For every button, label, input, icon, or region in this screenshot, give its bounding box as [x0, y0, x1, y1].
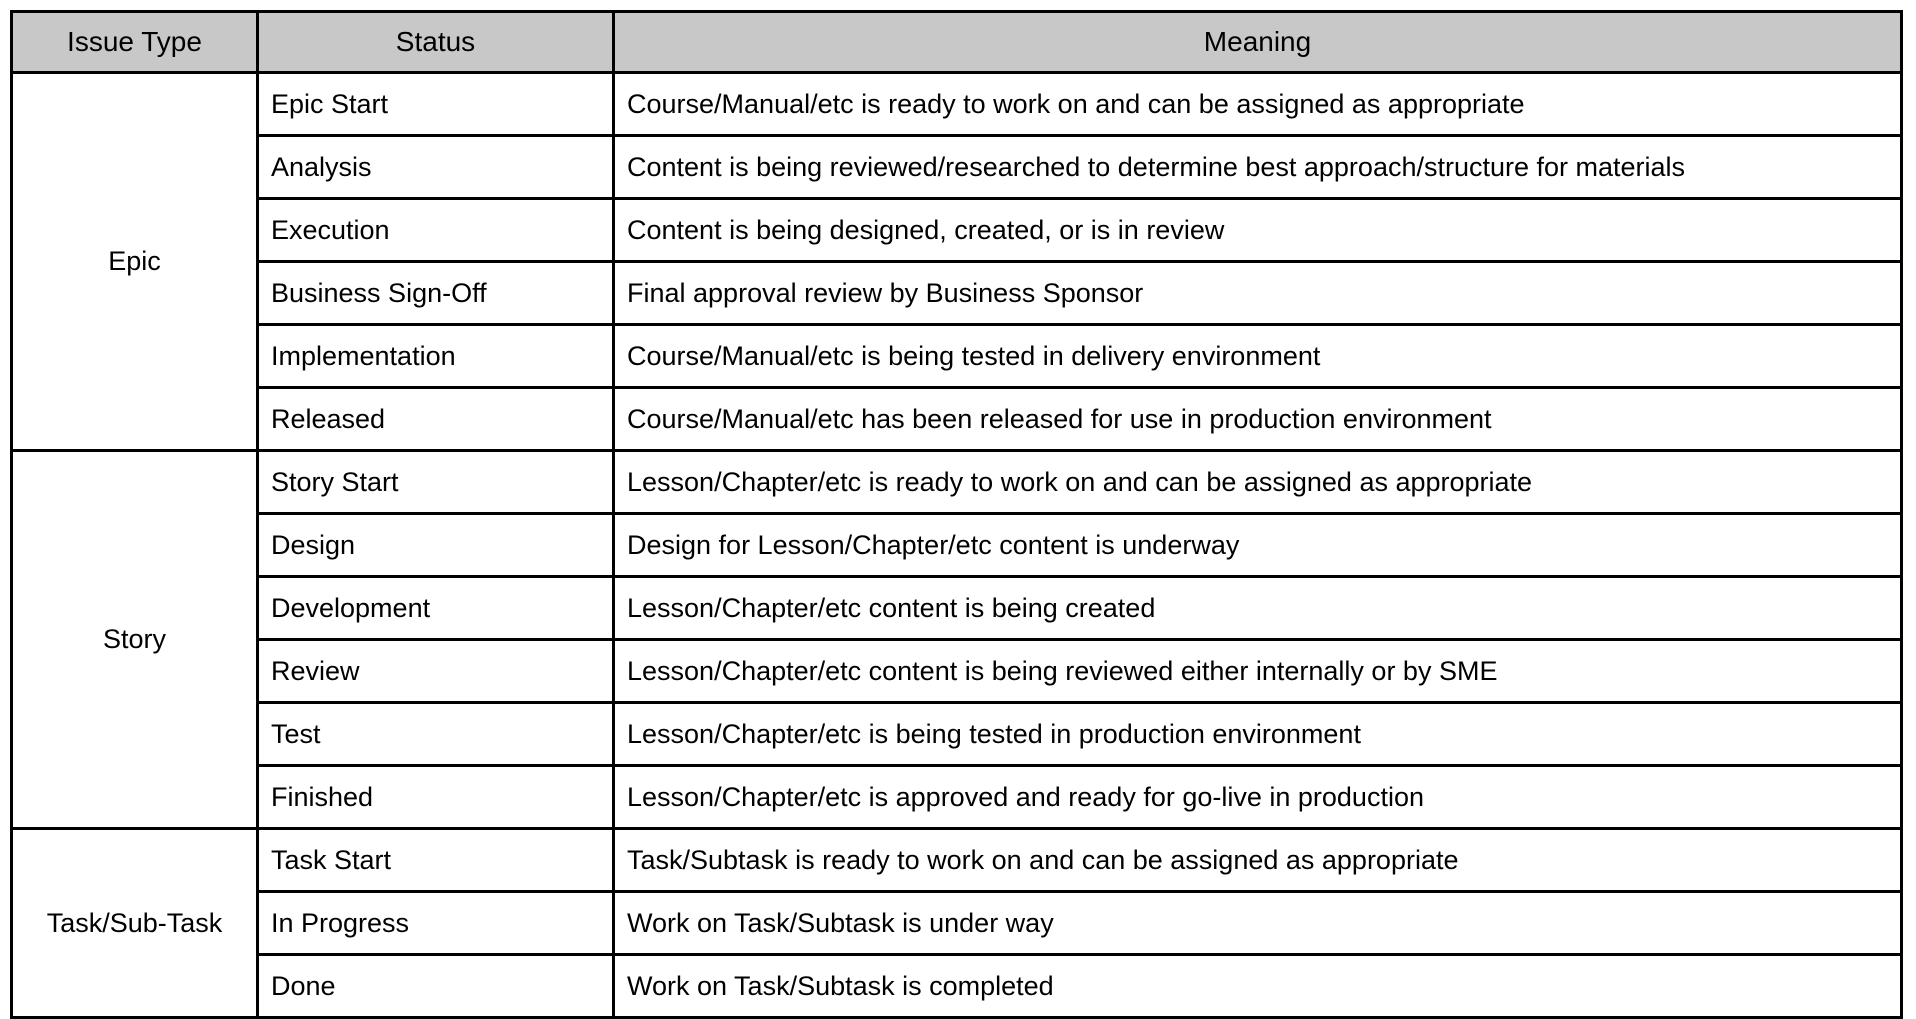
status-cell: Development	[258, 577, 614, 640]
meaning-cell: Course/Manual/etc has been released for use in production environment	[614, 388, 1902, 451]
status-cell: Epic Start	[258, 73, 614, 136]
status-cell: Review	[258, 640, 614, 703]
table-row	[12, 892, 1902, 955]
table-body	[12, 73, 1902, 1018]
status-cell: Released	[258, 388, 614, 451]
status-cell: Test	[258, 703, 614, 766]
table-row	[12, 577, 1902, 640]
table-row	[12, 703, 1902, 766]
table-row	[12, 199, 1902, 262]
table-row	[12, 829, 1902, 892]
status-cell: Finished	[258, 766, 614, 829]
issue-type-epic: Epic	[12, 73, 258, 451]
status-cell: Business Sign-Off	[258, 262, 614, 325]
column-header-status: Status	[258, 12, 614, 73]
status-cell: Done	[258, 955, 614, 1018]
table-row	[12, 955, 1902, 1018]
table-row	[12, 262, 1902, 325]
column-header-meaning: Meaning	[614, 12, 1902, 73]
status-cell: Story Start	[258, 451, 614, 514]
status-cell: Implementation	[258, 325, 614, 388]
issue-type-story: Story	[12, 451, 258, 829]
meaning-cell: Task/Subtask is ready to work on and can be assigned as appropriate	[614, 829, 1902, 892]
meaning-cell: Content is being designed, created, or is in review	[614, 199, 1902, 262]
status-cell: Design	[258, 514, 614, 577]
status-cell: Task Start	[258, 829, 614, 892]
meaning-cell: Lesson/Chapter/etc is ready to work on and can be assigned as appropriate	[614, 451, 1902, 514]
meaning-cell: Lesson/Chapter/etc is being tested in production environment	[614, 703, 1902, 766]
table-header	[12, 12, 1902, 73]
column-header-issue-type: Issue Type	[12, 12, 258, 73]
table-row	[12, 325, 1902, 388]
issue-type-task-subtask: Task/Sub-Task	[12, 829, 258, 1018]
meaning-cell: Content is being reviewed/researched to determine best approach/structure for materials	[614, 136, 1902, 199]
meaning-cell: Course/Manual/etc is ready to work on and can be assigned as appropriate	[614, 73, 1902, 136]
table-row	[12, 766, 1902, 829]
meaning-cell: Work on Task/Subtask is completed	[614, 955, 1902, 1018]
table-row	[12, 136, 1902, 199]
table-row	[12, 514, 1902, 577]
table-row	[12, 73, 1902, 136]
status-cell: In Progress	[258, 892, 614, 955]
meaning-cell: Lesson/Chapter/etc content is being created	[614, 577, 1902, 640]
table-row	[12, 451, 1902, 514]
issue-status-table	[10, 10, 1903, 1019]
meaning-cell: Design for Lesson/Chapter/etc content is underway	[614, 514, 1902, 577]
status-cell: Analysis	[258, 136, 614, 199]
meaning-cell: Final approval review by Business Sponsor	[614, 262, 1902, 325]
meaning-cell: Lesson/Chapter/etc is approved and ready for go-live in production	[614, 766, 1902, 829]
table-header-row	[12, 12, 1902, 73]
meaning-cell: Course/Manual/etc is being tested in delivery environment	[614, 325, 1902, 388]
meaning-cell: Work on Task/Subtask is under way	[614, 892, 1902, 955]
table-row	[12, 640, 1902, 703]
table-row	[12, 388, 1902, 451]
meaning-cell: Lesson/Chapter/etc content is being reviewed either internally or by SME	[614, 640, 1902, 703]
status-cell: Execution	[258, 199, 614, 262]
